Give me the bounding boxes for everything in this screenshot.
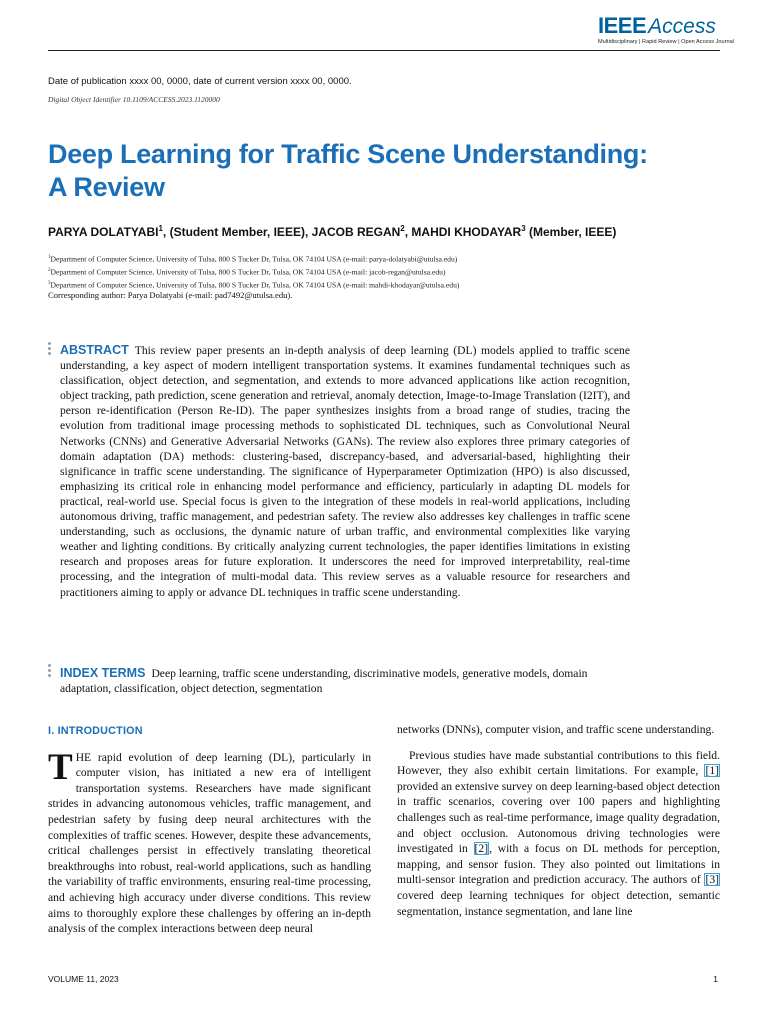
affiliation-mark: 1 [48, 255, 51, 260]
author-membership: , (Student Member, IEEE), [162, 225, 312, 239]
logo-tagline: Multidisciplinary | Rapid Review | Open Access Journal [598, 39, 734, 45]
index-terms-dots-icon [48, 664, 52, 677]
affiliation-line [48, 252, 459, 265]
abstract-label: ABSTRACT [60, 343, 129, 357]
affiliation-line [48, 265, 459, 278]
paper-title: Deep Learning for Traffic Scene Understanding: A Review [48, 139, 648, 202]
intro-paragraph-1 [48, 746, 371, 937]
logo-ieee: IEEE [598, 13, 647, 38]
author-affiliation-mark: 2 [400, 224, 405, 233]
author-list [48, 221, 688, 240]
drop-cap: T [48, 746, 73, 788]
affiliation-mark: 3 [48, 281, 51, 287]
intro-paragraph-2 [397, 748, 720, 920]
author-name: PARYA DOLATYABI [48, 225, 159, 239]
doi: Digital Object Identifier 10.1109/ACCESS.2023.1120000 [48, 95, 220, 104]
affiliation-text: Department of Computer Science, University of Tulsa, 800 S Tucker Dr, Tulsa, OK 74104 USA (e-mail: jacob-regan@utulsa.edu) [50, 267, 446, 277]
footer-volume: VOLUME 11, 2023 [48, 974, 119, 984]
author-membership: (Member, IEEE) [525, 225, 617, 239]
column-left [48, 722, 371, 937]
author-affiliation-mark: 1 [158, 224, 163, 233]
publication-date: Date of publication xxxx 00, 0000, date of current version xxxx 00, 0000. [48, 76, 352, 87]
citation-link[interactable]: [2] [474, 842, 489, 856]
author-affiliation-mark: 3 [521, 224, 526, 233]
author-name: MAHDI KHODAYAR [411, 225, 522, 239]
column-right [397, 722, 720, 919]
paragraph-text: , with a focus on DL methods for perception, mapping, and sensor fusion. They also pointed out limitations in multi-sensor integration and prediction accuracy. The authors of [397, 842, 720, 887]
paragraph-text: Previous studies have made substantial contributions to this field. However, they also exhibit certain limitations. For example, [397, 748, 720, 778]
author-name: JACOB REGAN [311, 225, 401, 239]
author-separator: , [404, 225, 412, 239]
affiliation-text: Department of Computer Science, University of Tulsa, 800 S Tucker Dr, Tulsa, OK 74104 USA (e-mail: mahdi-khodayar@utulsa.edu) [50, 280, 460, 290]
affiliation-text: Department of Computer Science, University of Tulsa, 800 S Tucker Dr, Tulsa, OK 74104 USA (e-mail: parya-dolatyabi@utulsa.edu) [50, 254, 458, 264]
intro-paragraph-1-continued: networks (DNNs), computer vision, and traffic scene understanding. [397, 723, 715, 736]
paragraph-text: provided an extensive survey on deep learning-based object detection in traffic scenarios, covering over 100 papers and highlighting challenges such as real-time performance, image quality degradation, and object occlusion. Autonomous driving technologies were investigated in [397, 779, 720, 856]
page-number: 1 [713, 974, 718, 984]
abstract-text: This review paper presents an in-depth analysis of deep learning (DL) models applied to traffic scene understanding, a key aspect of modern intelligent transportation systems. It examines fundamental techniques such as classification, object detection, and segmentation, and extends to more advanced applications like action recognition, object tracking, path prediction, scene generation and retrieval, anomaly detection, Image-to-Image Translation (I2IT), and person re-identification (Person Re-ID). The paper synthesizes insights from a broad range of studies, tracing the evolution from traditional image processing methods to sophisticated DL techniques, such as Convolutional Neural Networks (CNNs) and Generative Adversarial Networks (GANs). The review also explores three primary categories of domain adaptation (DA) methods: clustering-based, discrepancy-based, and adversarial-based, highlighting their significance in traffic scene understanding. The significance of Hyperparameter Optimization (HPO) is also discussed, emphasizing its critical role in enhancing model performance and efficiency, particularly in adapting DL models for practical, real-world use. Special focus is given to the integration of these models in real-world applications, including autonomous driving, traffic management, and pedestrian safety. The review also addresses key challenges in traffic scene understanding, such as occlusions, the dynamic nature of urban traffic, and environmental complexities like varying weather and lighting conditions. By critically analyzing current technologies, the paper identifies limitations in existing research and proposes areas for future exploration. It underscores the need for improved interpretability, real-time processing, and the integration of multi-modal data. This review serves as a valuable resource for researchers and practitioners aiming to apply or advance DL techniques in traffic scene understanding. [60, 344, 630, 599]
paragraph-text: covered deep learning techniques for object detection, semantic segmentation, instance segmentation, and lane line [397, 888, 720, 918]
citation-link[interactable]: [1] [705, 764, 719, 778]
affiliations [48, 252, 459, 291]
citation-link[interactable]: [3] [705, 873, 719, 887]
logo-access: Access [648, 15, 716, 38]
abstract [60, 343, 630, 600]
intro-paragraph-1-text: HE rapid evolution of deep learning (DL), particularly in computer vision, has initiated a new era of intelligent transportation systems. Researchers have made significant strides in advancing autonomous vehicles, traffic management, and pedestrian safety by fusing deep neural architectures with the complexities of traffic scenes. However, despite these advancements, critical challenges persist in effectively translating theoretical breakthroughs into robust, real-world applications, such as handling the variability of traffic environments, ensuring real-time processing, and achieving high accuracy under diverse conditions. This review aims to thoroughly explore these challenges by offering an in-depth analysis of the complex interactions between deep neural [48, 750, 371, 936]
corresponding-author: Corresponding author: Parya Dolatyabi (e-mail: pad7492@utulsa.edu). [48, 290, 293, 300]
journal-logo [598, 12, 734, 45]
header-rule [48, 50, 720, 51]
index-terms-text: Deep learning, traffic scene understanding, discriminative models, generative models, domain adaptation, classification, object detection, segmentation [60, 667, 588, 696]
index-terms [60, 666, 630, 696]
affiliation-mark: 2 [48, 268, 51, 274]
abstract-dots-icon [48, 342, 52, 355]
section-heading: I. INTRODUCTION [48, 725, 143, 737]
index-terms-label: INDEX TERMS [60, 666, 146, 680]
logo-wordmark [598, 12, 716, 41]
